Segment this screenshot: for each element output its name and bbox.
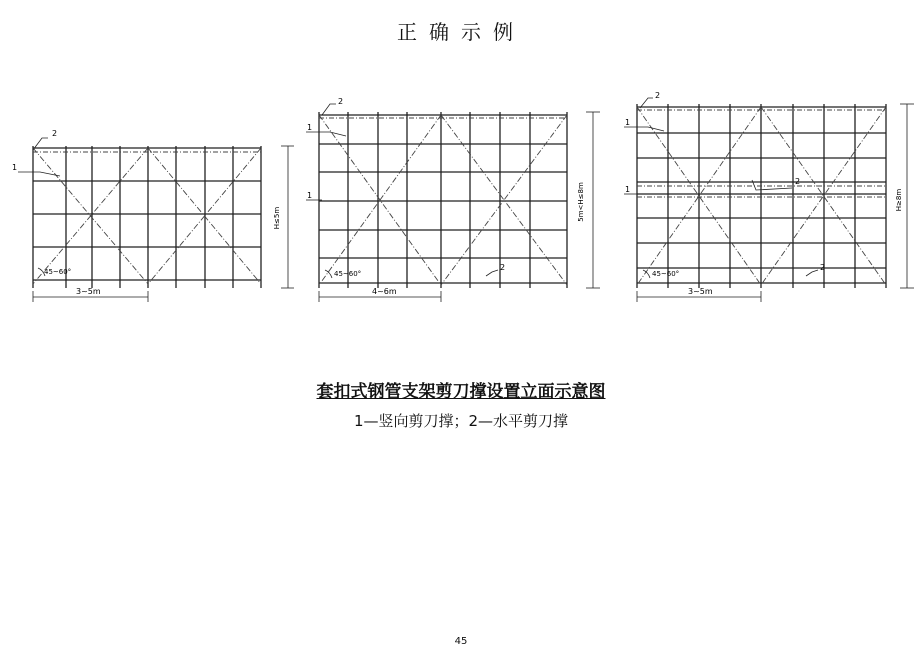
diagram-1-vertical-bracing bbox=[33, 148, 261, 284]
diagram-1-width: 3~5m bbox=[76, 287, 101, 296]
diagram-2-grid bbox=[319, 112, 567, 288]
diagram-1-angle: 45~60° bbox=[44, 268, 72, 276]
figure-caption: 套扣式钢管支架剪刀撑设置立面示意图 bbox=[316, 382, 606, 402]
page-number: 45 bbox=[454, 636, 468, 647]
diagram-1-label-1: 1 bbox=[12, 163, 18, 172]
diagram-3-label-2-top: 2 bbox=[655, 91, 661, 100]
diagram-3-label-1-top: 1 bbox=[625, 118, 631, 127]
diagram-3-grid bbox=[637, 104, 886, 288]
figure-legend: 1—竖向剪刀撑；2—水平剪刀撑 bbox=[353, 412, 569, 430]
diagram-1 bbox=[12, 129, 294, 302]
diagram-2-angle: 45~60° bbox=[334, 270, 362, 278]
diagram-2 bbox=[306, 97, 600, 302]
diagram-2-label-2-mid: 2 bbox=[500, 263, 506, 272]
diagram-3-width: 3~5m bbox=[688, 287, 713, 296]
diagram-2-label-1-mid: 1 bbox=[307, 191, 313, 200]
diagram-1-height: H≤5m bbox=[273, 206, 281, 230]
diagram-1-grid bbox=[33, 146, 261, 288]
diagram-3-angle: 45~60° bbox=[652, 270, 680, 278]
diagram-2-label-1-top: 1 bbox=[307, 123, 313, 132]
diagram-1-label-2: 2 bbox=[52, 129, 58, 138]
diagram-2-height: 5m<H≤8m bbox=[577, 182, 585, 222]
diagram-3 bbox=[624, 91, 914, 302]
diagram-3-height: H≥8m bbox=[895, 188, 903, 212]
diagram-3-label-1-mid: 1 bbox=[625, 185, 631, 194]
diagram-3-label-2-bottom: 2 bbox=[820, 263, 826, 272]
diagram-2-label-2-top: 2 bbox=[338, 97, 344, 106]
page-heading: 正确示例 bbox=[397, 20, 525, 44]
diagram-2-width: 4~6m bbox=[372, 287, 397, 296]
diagram-3-label-2-mid: 2 bbox=[795, 177, 801, 186]
